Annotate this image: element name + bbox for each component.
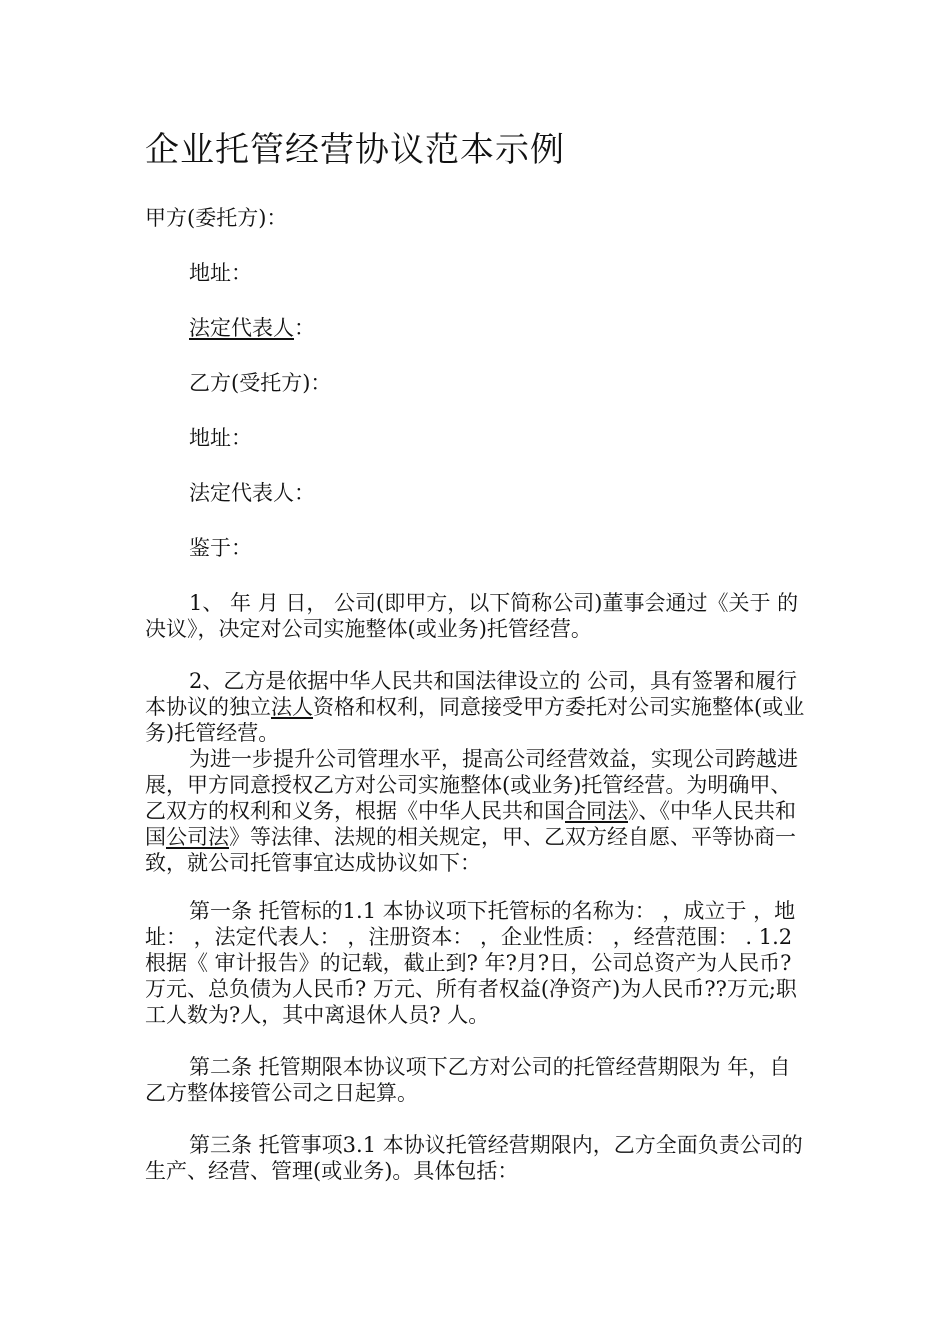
paragraph-3 bbox=[145, 746, 805, 876]
article-1: 第一条 托管标的1.1 本协议项下托管标的名称为： ，成立于 ，地址： ，法定代表人： ，注册资本： ，企业性质： ，经营范围： . 1.2 根据《 审计报告》的记载，截止到? 年?月?日，公司总资产为人民币? 万元、总负债为人民币? 万元、所有者权益(净资产)为人民币??万元;职工人数为?人，其中离退休人员? 人。 bbox=[145, 899, 797, 1027]
party-a-legal-rep bbox=[189, 315, 315, 341]
article-3: 第三条 托管事项3.1 本协议托管经营期限内，乙方全面负责公司的生产、经营、管理(或业务)。具体包括： bbox=[145, 1133, 803, 1183]
party-b-legal-rep: 法定代表人： bbox=[189, 481, 315, 505]
paragraph-3-text-b: 》、《中华人民共和国 bbox=[145, 799, 796, 849]
party-b-address: 地址： bbox=[189, 426, 252, 450]
legal-rep-colon: ： bbox=[294, 316, 315, 340]
party-a-address: 地址： bbox=[189, 261, 252, 285]
paragraph-2 bbox=[145, 668, 805, 746]
contract-law-link[interactable]: 合同法 bbox=[565, 799, 628, 823]
paragraph-3-text-a: 为进一步提升公司管理水平，提高公司经营效益，实现公司跨越进展，甲方同意授权乙方对公司实施整体(或业务)托管经营。为明确甲、乙双方的权利和义务，根据《中华人民共和国 bbox=[145, 747, 798, 823]
paragraph-1: 1、 年 月 日， 公司(即甲方，以下简称公司)董事会通过《关于 的决议》，决定对公司实施整体(或业务)托管经营。 bbox=[145, 591, 799, 641]
legal-person-link[interactable]: 法人 bbox=[271, 695, 313, 719]
legal-representative-link[interactable]: 法定代表人 bbox=[189, 316, 294, 340]
party-a-label: 甲方(委托方)： bbox=[145, 206, 288, 230]
document-title: 企业托管经营协议范本示例 bbox=[145, 130, 565, 170]
article-2: 第二条 托管期限本协议项下乙方对公司的托管经营期限为 年，自乙方整体接管公司之日起算。 bbox=[145, 1055, 791, 1105]
paragraph-2-text-a: 2、乙方是依据中华人民共和国法律设立的 公司，具有签署和履行本协议的独立 bbox=[145, 669, 798, 719]
paragraph-2-text-b: 资格和权利，同意接受甲方委托对公司实施整体(或业务)托管经营。 bbox=[145, 695, 805, 745]
company-law-link[interactable]: 公司法 bbox=[166, 825, 229, 849]
paragraph-3-text-c: 》等法律、法规的相关规定，甲、乙双方经自愿、平等协商一致，就公司托管事宜达成协议如下： bbox=[145, 825, 796, 875]
whereas-label: 鉴于： bbox=[189, 536, 252, 560]
party-b-label: 乙方(受托方)： bbox=[189, 371, 332, 395]
